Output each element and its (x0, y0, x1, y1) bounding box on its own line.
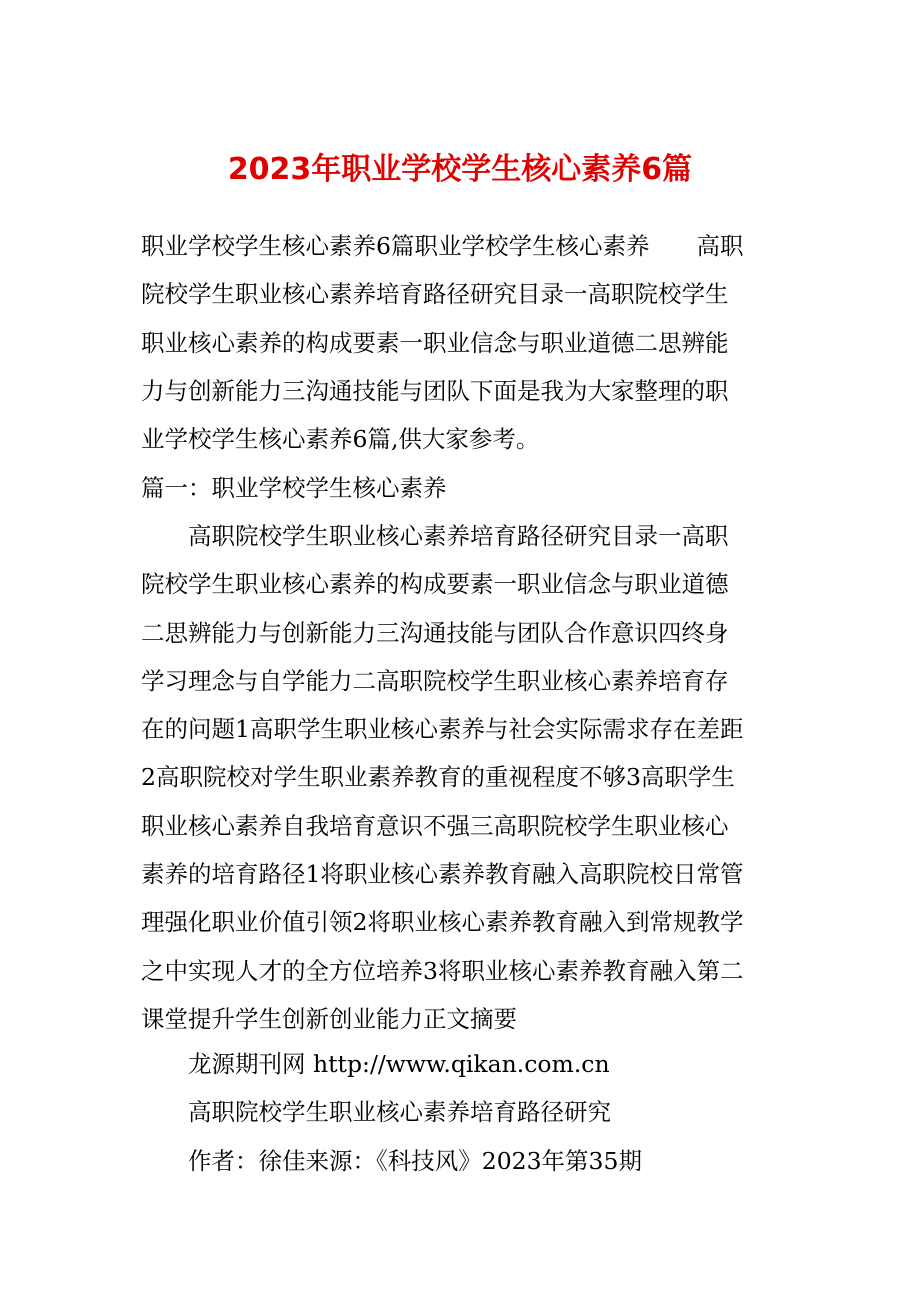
section-heading-text: 篇一：职业学校学生核心素养 (141, 474, 447, 502)
text-line: 理强化职业价值引领2将职业核心素养教育融入到常规教学 (141, 908, 744, 937)
text-line: 高职院校学生职业核心素养培育路径研究目录一高职 (188, 522, 729, 550)
text-line: 院校学生职业核心素养培育路径研究目录一高职院校学生 (141, 280, 729, 309)
text-line: 职业学校学生核心素养6篇职业学校学生核心素养 高职 (141, 232, 744, 260)
abstract-paragraph (141, 512, 781, 1043)
text-line: 之中实现人才的全方位培养3将职业核心素养教育融入第二 (141, 956, 744, 985)
author-source-line: 作者：徐佳来源：《科技风》2023年第35期 (188, 1146, 642, 1175)
source-website-line: 龙源期刊网 http://www.qikan.com.cn (188, 1050, 610, 1078)
text-line: 素养的培育路径1将职业核心素养教育融入高职院校日常管 (141, 860, 744, 889)
intro-paragraph (141, 222, 781, 463)
article-title-line: 高职院校学生职业核心素养培育路径研究 (188, 1098, 611, 1127)
text-line: 职业核心素养的构成要素一职业信念与职业道德二思辨能 (141, 328, 729, 357)
source-info (141, 1040, 781, 1185)
text-line: 二思辨能力与创新能力三沟通技能与团队合作意识四终身 (141, 618, 729, 647)
text-line: 力与创新能力三沟通技能与团队下面是我为大家整理的职 (141, 376, 729, 405)
text-line: 业学校学生核心素养6篇,供大家参考。 (141, 425, 540, 454)
text-line: 学习理念与自学能力二高职院校学生职业核心素养培育存 (141, 666, 729, 695)
section-heading (141, 464, 781, 512)
text-line: 职业核心素养自我培育意识不强三高职院校学生职业核心 (141, 811, 729, 840)
text-line: 在的问题1高职学生职业核心素养与社会实际需求存在差距 (141, 715, 744, 744)
document-title: 2023年职业学校学生核心素养6篇 (227, 152, 693, 187)
text-line: 院校学生职业核心素养的构成要素一职业信念与职业道德 (141, 570, 729, 599)
text-line: 2高职院校对学生职业素养教育的重视程度不够3高职学生 (141, 763, 735, 792)
text-line: 课堂提升学生创新创业能力正文摘要 (141, 1004, 517, 1033)
